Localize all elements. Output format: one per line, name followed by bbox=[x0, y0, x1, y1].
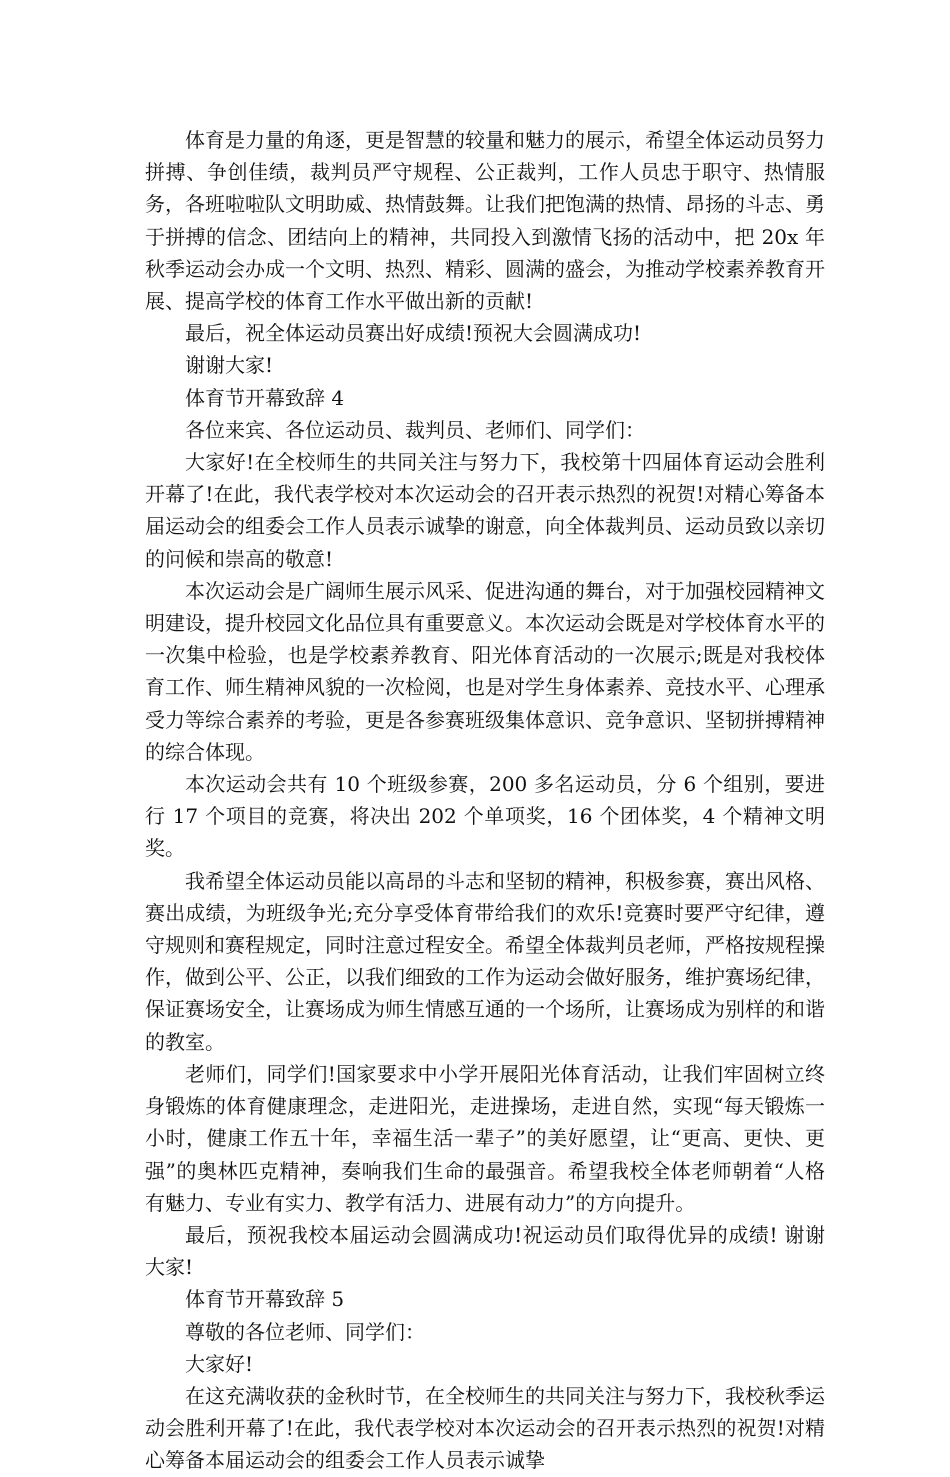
paragraph-autumn-opening: 在这充满收获的金秋时节，在全校师生的共同关注与努力下，我校秋季运动会胜利开幕了!在此，我代表学校对本次运动会的召开表示热烈的祝贺!对精心筹备本届运动会的组委会工作人员表示诚挚 bbox=[145, 1383, 825, 1473]
paragraph-opening-greeting: 大家好!在全校师生的共同关注与努力下，我校第十四届体育运动会胜利开幕了!在此，我代表学校对本次运动会的召开表示热烈的祝贺!对精心筹备本届运动会的组委会工作人员表示诚挚的谢意，向全体裁判员、运动员致以亲切的问候和崇高的敬意! bbox=[145, 450, 825, 571]
paragraph-closing-speech-3: 体育是力量的角逐，更是智慧的较量和魅力的展示，希望全体运动员努力拼搏、争创佳绩，裁判员严守规程、公正裁判，工作人员忠于职守、热情服务，各班啦啦队文明助威、热情鼓舞。让我们把饱满的热情、昂扬的斗志、勇于拼搏的信念、团结向上的精神，共同投入到激情飞扬的活动中，把 20x 年秋季运动会办成一个文明、热烈、精彩、圆满的盛会，为推动学校素养教育开展、提高学校的体育工作水平做出新的贡献! bbox=[145, 128, 825, 314]
document-body bbox=[145, 124, 825, 1477]
paragraph-closing-speech-4: 最后，预祝我校本届运动会圆满成功!祝运动员们取得优异的成绩! 谢谢大家! bbox=[145, 1222, 825, 1280]
paragraph-final-wishes: 最后，祝全体运动员赛出好成绩!预祝大会圆满成功! bbox=[185, 321, 642, 346]
salutation-speech-4: 各位来宾、各位运动员、裁判员、老师们、同学们： bbox=[185, 417, 645, 442]
paragraph-thanks: 谢谢大家! bbox=[185, 353, 274, 378]
salutation-speech-5: 尊敬的各位老师、同学们： bbox=[185, 1319, 425, 1344]
paragraph-event-stats: 本次运动会共有 10 个班级参赛，200 多名运动员，分 6 个组别，要进行 17 个项目的竞赛，将决出 202 个单项奖，16 个团体奖，4 个精神文明奖。 bbox=[145, 772, 825, 861]
greeting-speech-5: 大家好! bbox=[185, 1351, 254, 1376]
section-title-speech-4: 体育节开幕致辞 4 bbox=[185, 385, 345, 410]
paragraph-sunshine-sports: 老师们，同学们!国家要求中小学开展阳光体育活动，让我们牢固树立终身锻炼的体育健康理念，走进阳光，走进操场，走进自然，实现“每天锻炼一小时，健康工作五十年，幸福生活一辈子”的美好愿望，让“更高、更快、更强”的奥林匹克精神，奏响我们生命的最强音。希望我校全体老师朝着“人格有魅力、专业有实力、教学有活力、进展有动力”的方向提升。 bbox=[145, 1061, 825, 1215]
paragraph-athlete-hopes: 我希望全体运动员能以高昂的斗志和坚韧的精神，积极参赛，赛出风格、赛出成绩，为班级争光;充分享受体育带给我们的欢乐!竞赛时要严守纪律，遵守规则和赛程规定，同时注意过程安全。希望全体裁判员老师，严格按规程操作，做到公平、公正，以我们细致的工作为运动会做好服务，维护赛场纪律，保证赛场安全，让赛场成为师生情感互通的一个场所，让赛场成为别样的和谐的教室。 bbox=[145, 868, 825, 1054]
paragraph-significance: 本次运动会是广阔师生展示风采、促进沟通的舞台，对于加强校园精神文明建设，提升校园文化品位具有重要意义。本次运动会既是对学校体育水平的一次集中检验，也是学校素养教育、阳光体育活动的一次展示;既是对我校体育工作、师生精神风貌的一次检阅，也是对学生身体素养、竞技水平、心理承受力等综合素养的考验，更是各参赛班级集体意识、竞争意识、坚韧拼搏精神的综合体现。 bbox=[145, 578, 825, 764]
section-title-speech-5: 体育节开幕致辞 5 bbox=[185, 1287, 345, 1312]
